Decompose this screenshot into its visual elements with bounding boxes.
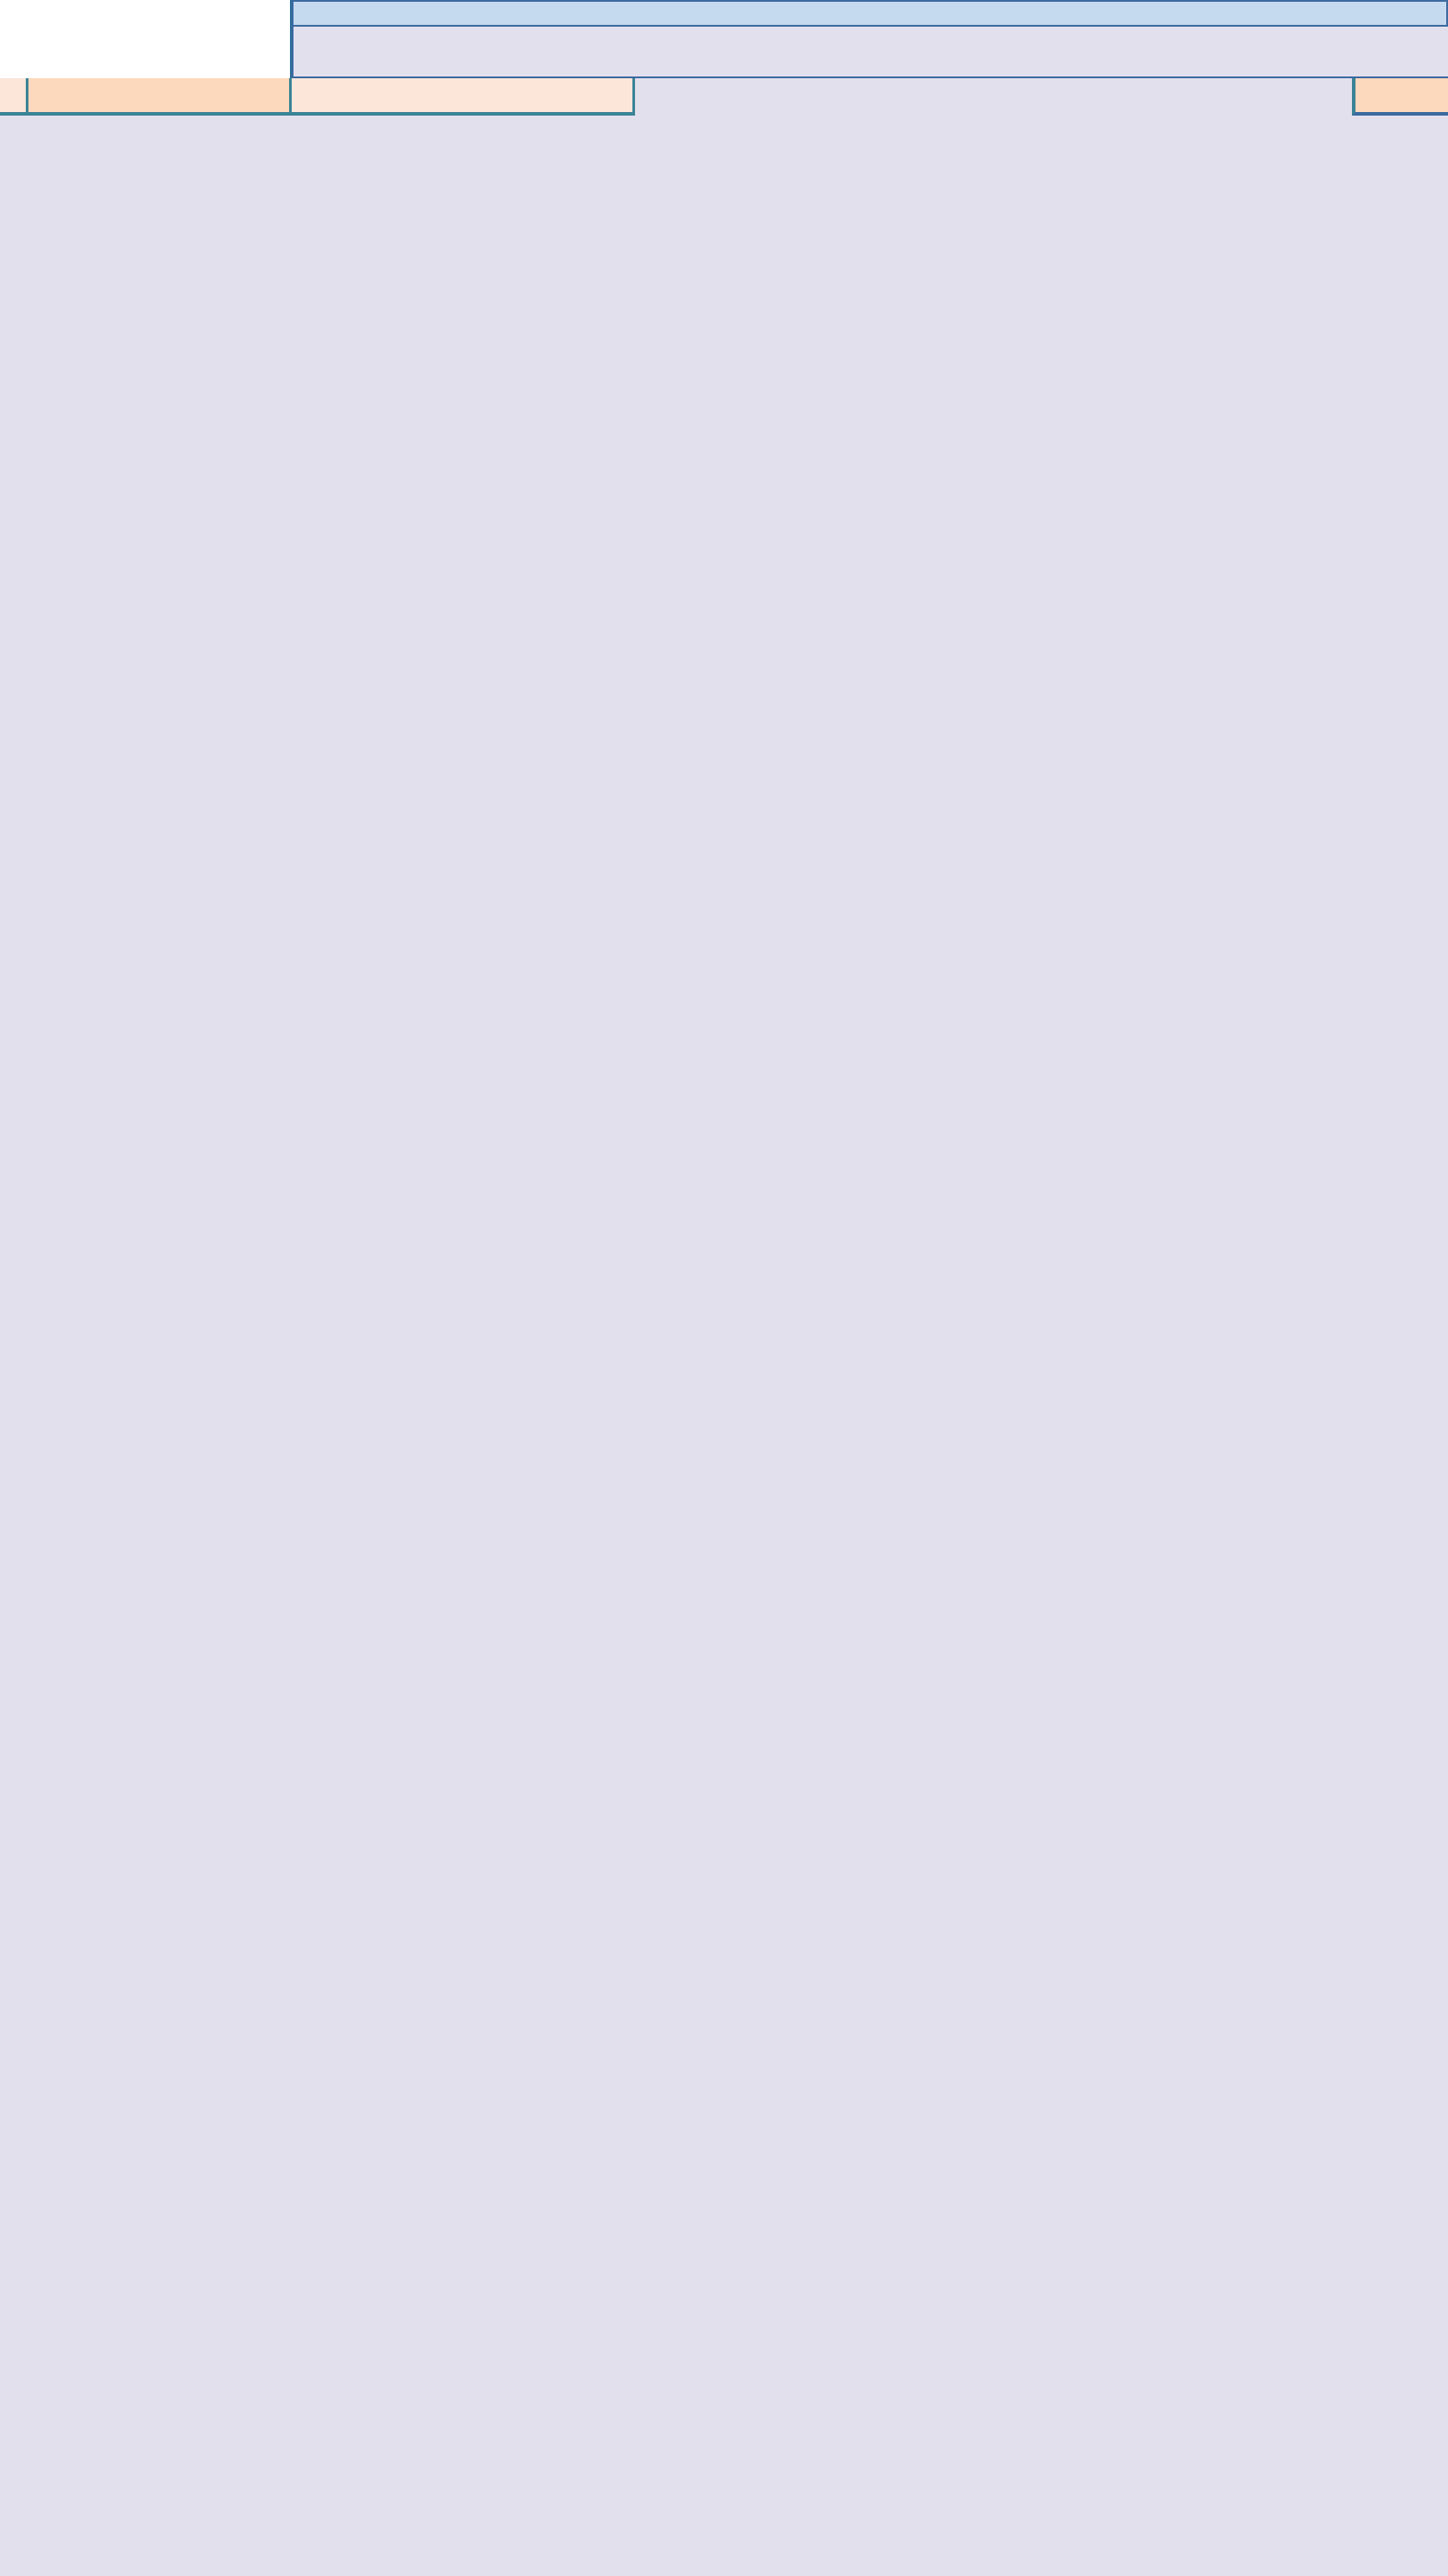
logo-area (0, 0, 292, 78)
column-header-member (28, 78, 292, 116)
month-title (292, 27, 1448, 78)
column-header-dan (292, 78, 635, 116)
column-header-total (1352, 78, 1448, 116)
column-header-tt (0, 78, 28, 116)
page-banner (292, 0, 1448, 27)
